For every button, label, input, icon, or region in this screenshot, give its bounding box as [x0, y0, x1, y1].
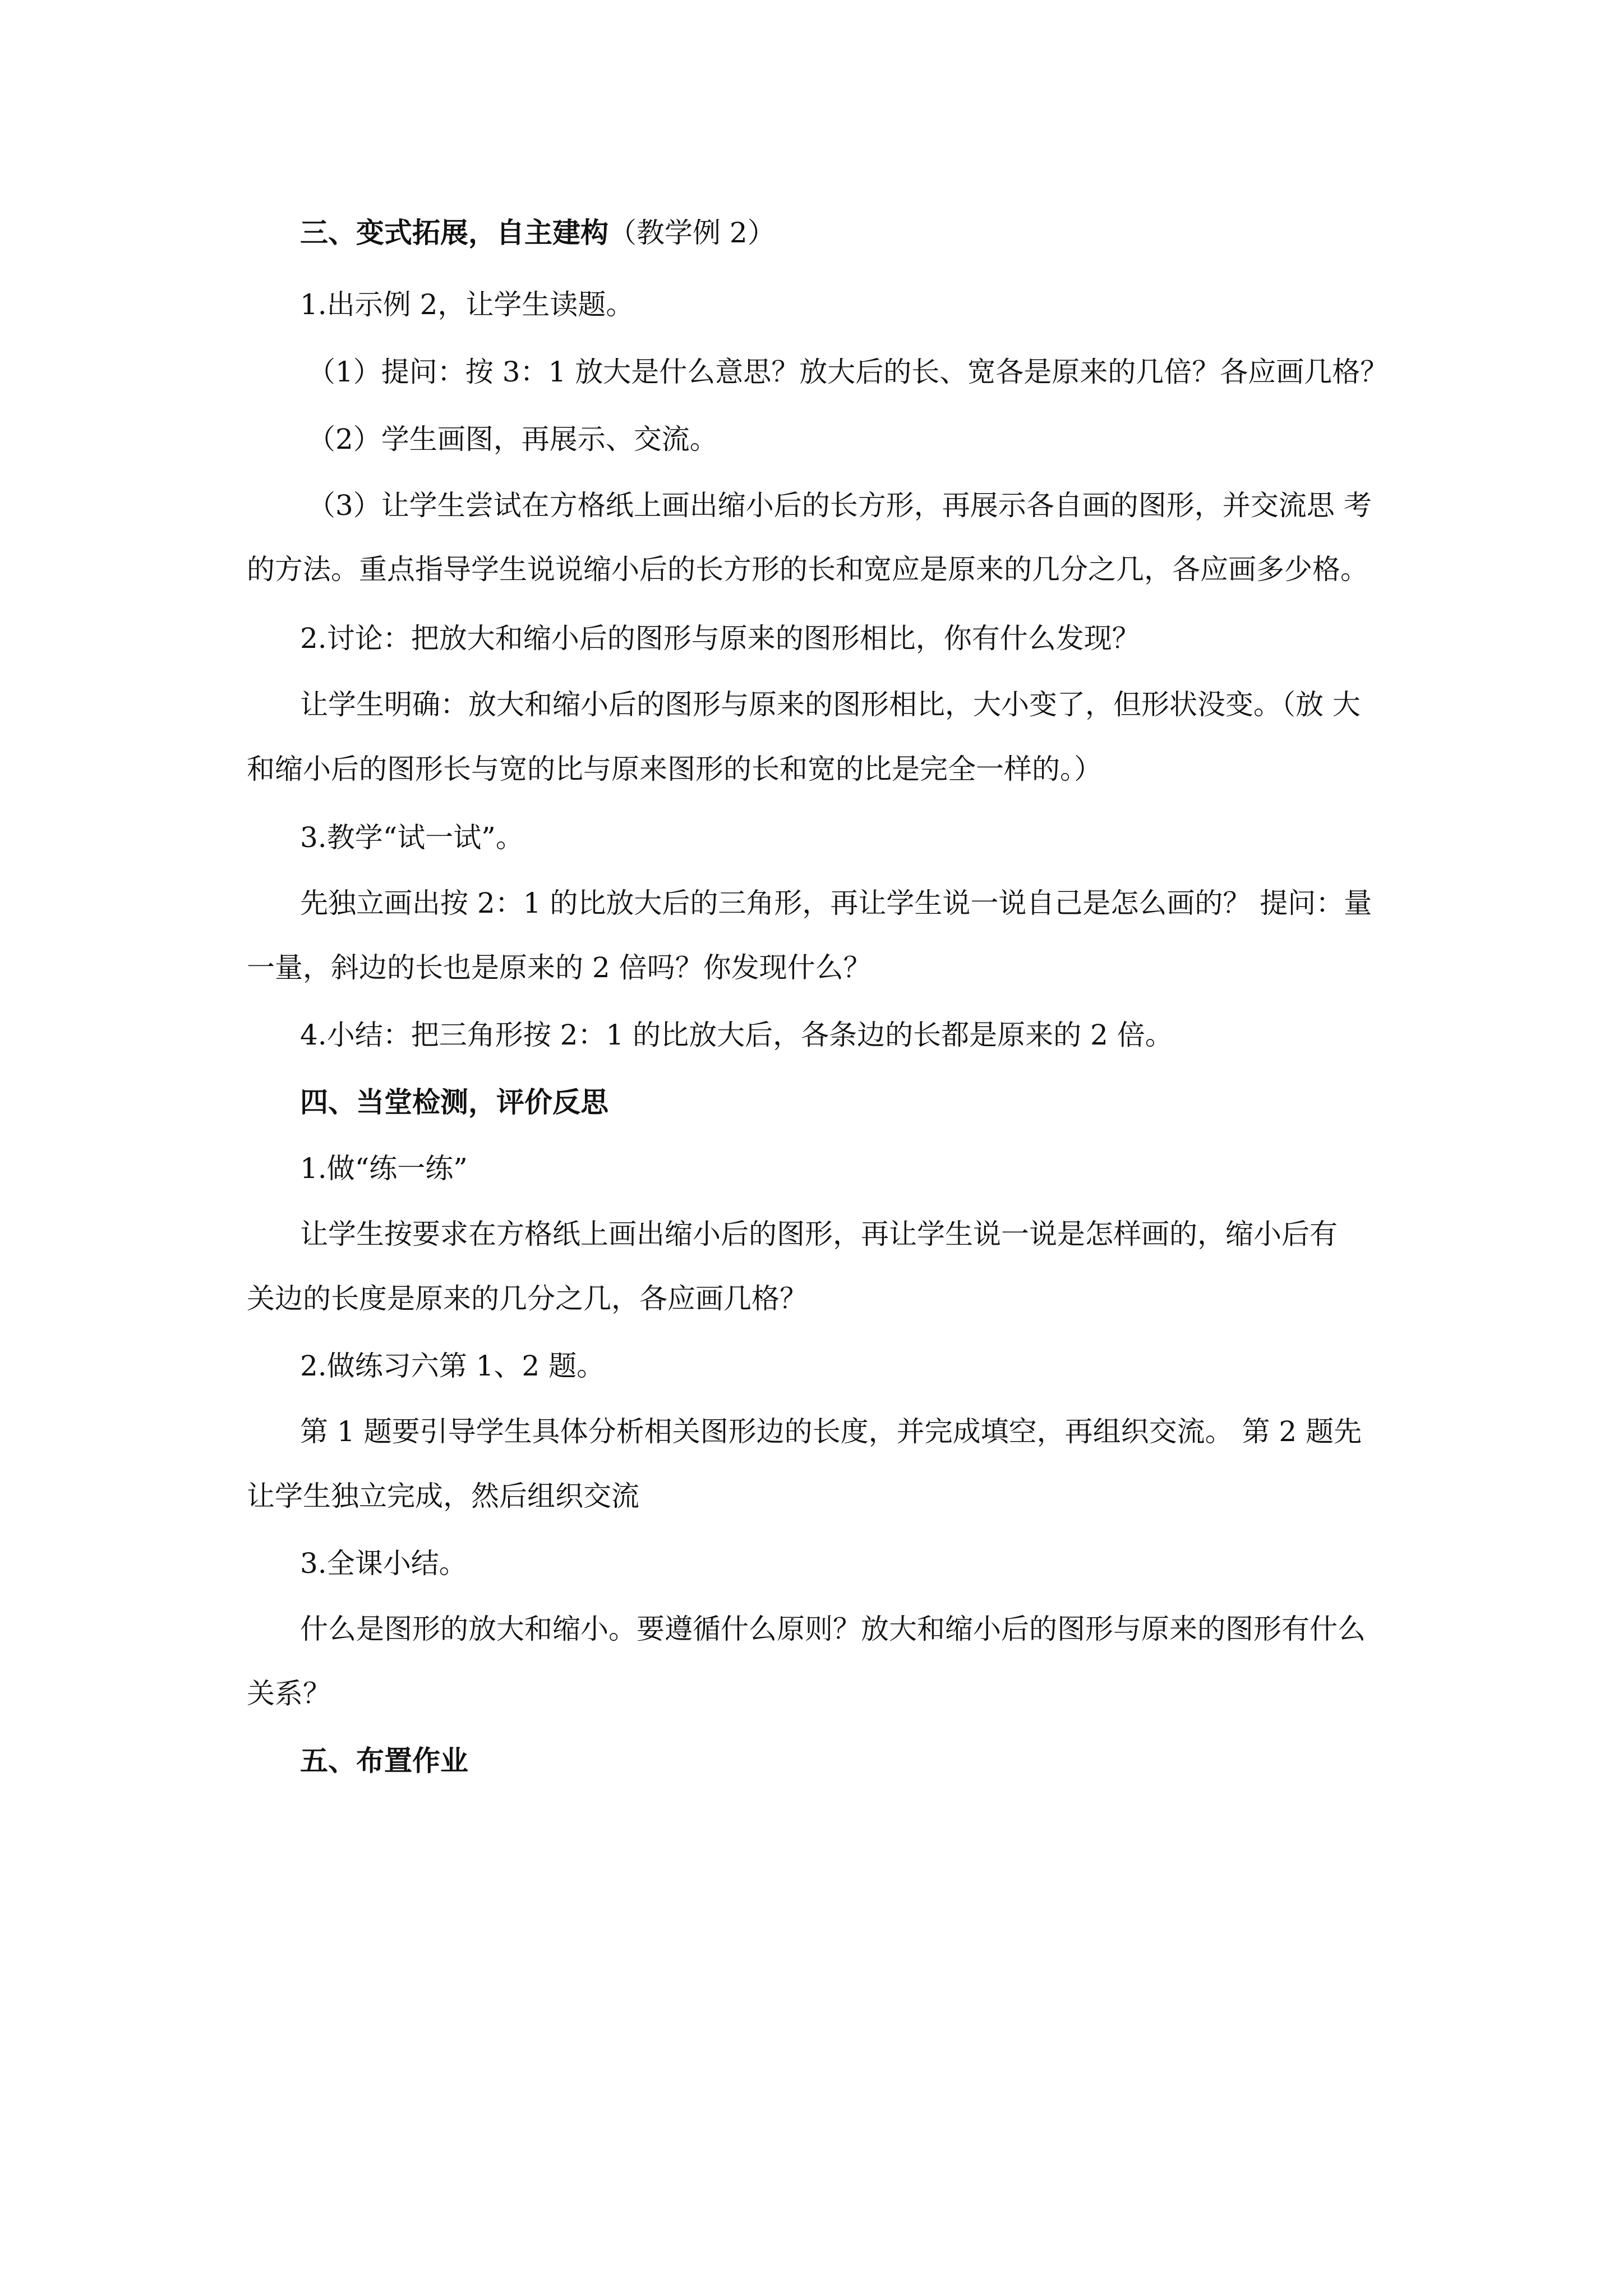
section-heading-5-text: 五、布置作业	[300, 1744, 468, 1777]
section-heading-3-note: （教学例 2）	[608, 217, 776, 249]
paragraph-text: （3）让学生尝试在方格纸上画出缩小后的长方形，再展示各自画的图形，并交流思 考	[307, 489, 1372, 522]
paragraph-text: 3.全课小结。	[300, 1547, 467, 1580]
paragraph-text: 3.教学“试一试”。	[300, 821, 524, 854]
paragraph-text: 一量，斜边的长也是原来的 2 倍吗？你发现什么？	[247, 951, 872, 984]
paragraph-text: 4.小结：把三角形按 2：1 的比放大后，各条边的长都是原来的 2 倍。	[300, 1019, 1173, 1051]
section-heading-3-bold: 三、变式拓展，自主建构	[300, 216, 608, 249]
paragraph-text: （1）提问：按 3：1 放大是什么意思？放大后的长、宽各是原来的几倍？各应画几格？	[307, 356, 1389, 388]
section-heading-4-text: 四、当堂检测，评价反思	[300, 1085, 608, 1119]
paragraph-text: 先独立画出按 2：1 的比放大后的三角形，再让学生说一说自己是怎么画的？ 提问：量	[300, 887, 1372, 919]
paragraph-text: 2.讨论：把放大和缩小后的图形与原来的图形相比，你有什么发现？	[300, 622, 1140, 655]
paragraph-text: 2.做练习六第 1、2 题。	[300, 1350, 605, 1382]
paragraph-text: 关系？	[247, 1677, 331, 1710]
paragraph-text: 1.出示例 2，让学生读题。	[300, 288, 634, 321]
paragraph-text: 关边的长度是原来的几分之几，各应画几格？	[247, 1282, 808, 1315]
paragraph-text: 1.做“练一练”	[300, 1152, 468, 1185]
paragraph-text: 让学生明确：放大和缩小后的图形与原来的图形相比，大小变了，但形状没变。（放 大	[300, 688, 1361, 721]
paragraph-text: （2）学生画图，再展示、交流。	[307, 423, 718, 455]
paragraph-text: 让学生独立完成，然后组织交流	[247, 1480, 639, 1512]
paragraph-text: 让学生按要求在方格纸上画出缩小后的图形，再让学生说一说是怎样画的，缩小后有	[300, 1218, 1338, 1250]
paragraph-text: 的方法。重点指导学生说说缩小后的长方形的长和宽应是原来的几分之几，各应画多少格。	[247, 553, 1368, 586]
paragraph-text: 和缩小后的图形长与宽的比与原来图形的长和宽的比是完全一样的。）	[247, 753, 1102, 785]
paragraph-text: 什么是图形的放大和缩小。要遵循什么原则？放大和缩小后的图形与原来的图形有什么	[300, 1613, 1366, 1645]
paragraph-text: 第 1 题要引导学生具体分析相关图形边的长度，并完成填空，再组织交流。 第 2 题先	[300, 1415, 1362, 1448]
